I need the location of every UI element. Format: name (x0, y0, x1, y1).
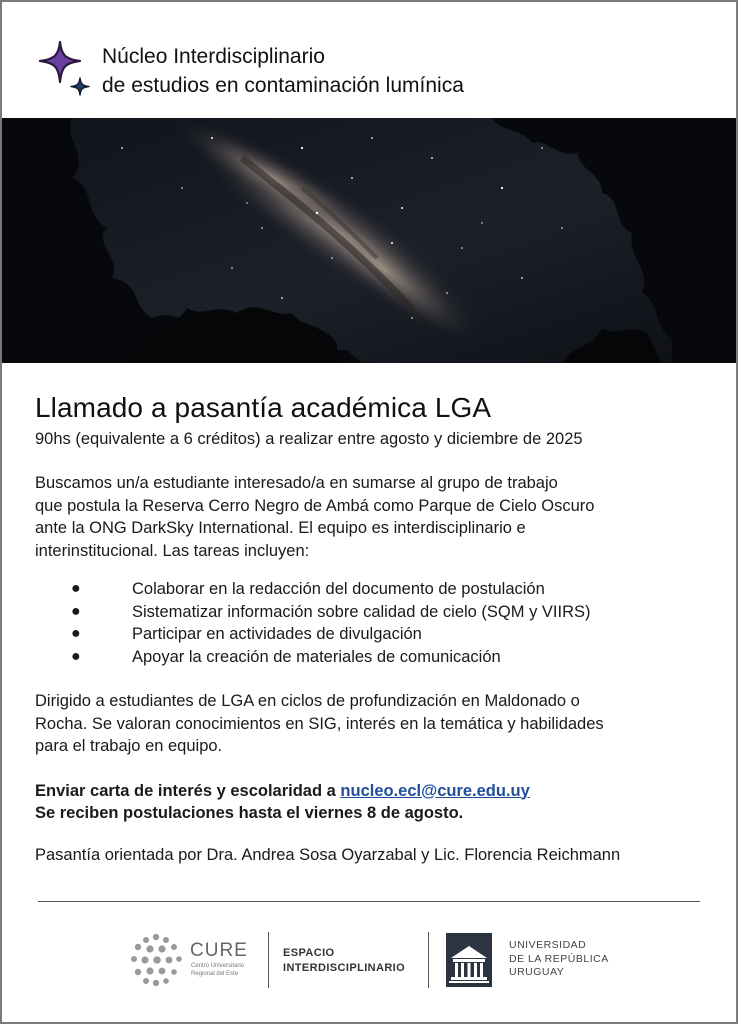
subtitle: 90hs (equivalente a 6 créditos) a realizar entre agosto y diciembre de 2025 (35, 430, 583, 448)
email-link[interactable]: nucleo.ecl@cure.edu.uy (340, 781, 530, 800)
logo-separator (268, 932, 269, 988)
logo-separator (428, 932, 429, 988)
audience-line: Rocha. Se valoran conocimientos en SIG, interés en la temática y habilidades (35, 714, 604, 733)
footer-divider (38, 901, 700, 902)
udelar-line: URUGUAY (509, 966, 565, 978)
main-content (35, 390, 715, 866)
intro-paragraph (35, 472, 715, 562)
udelar-emblem-icon (445, 932, 493, 988)
cure-logo-icon (128, 932, 184, 988)
org-title (102, 42, 464, 100)
cta-line (35, 780, 715, 803)
list-item (35, 578, 715, 601)
list-item (35, 646, 715, 669)
espacio-line: INTERDISCIPLINARIO (283, 962, 406, 974)
udelar-line: UNIVERSIDAD (509, 939, 587, 951)
intro-line: que postula la Reserva Cerro Negro de Ambá como Parque de Cielo Oscuro (35, 496, 595, 515)
task-list (35, 578, 715, 668)
deadline: Se reciben postulaciones hasta el viernes 8 de agosto. (35, 804, 464, 822)
org-title-line2: de estudios en contaminación lumínica (102, 74, 464, 97)
cure-subtitle-line: Centro Universitario (191, 963, 245, 969)
audience-line: para el trabajo en equipo. (35, 737, 223, 755)
udelar-name (509, 939, 609, 980)
page-title: Llamado a pasantía académica LGA (35, 392, 492, 423)
list-item (35, 623, 715, 646)
footer (2, 920, 736, 1000)
advisors-line: Pasantía orientada por Dra. Andrea Sosa Oyarzabal y Lic. Florencia Reichmann (35, 845, 621, 864)
org-title-line1: Núcleo Interdisciplinario (102, 45, 325, 68)
bullet-icon: ● (71, 647, 81, 665)
intro-line: interinstitucional. Las tareas incluyen: (35, 541, 310, 560)
udelar-line: DE LA REPÚBLICA (509, 952, 609, 965)
audience-paragraph (35, 690, 715, 758)
sparkles-icon (34, 38, 98, 102)
bullet-icon: ● (71, 602, 81, 620)
intro-line: Buscamos un/a estudiante interesado/a en sumarse al grupo de trabajo (35, 474, 558, 492)
cure-name: CURE (190, 940, 248, 961)
call-to-action (35, 780, 715, 825)
task-text: Sistematizar información sobre calidad de cielo (SQM y VIIRS) (132, 602, 591, 621)
cure-subtitle (191, 962, 271, 978)
task-text: Participar en actividades de divulgación (132, 625, 422, 643)
list-item (35, 601, 715, 624)
milky-way-photo (2, 118, 736, 363)
task-text: Apoyar la creación de materiales de comunicación (132, 647, 501, 666)
espacio-logo (283, 946, 405, 976)
header (32, 32, 672, 112)
bullet-icon: ● (71, 625, 81, 642)
task-text: Colaborar en la redacción del documento de postulación (132, 580, 545, 598)
audience-line: Dirigido a estudiantes de LGA en ciclos de profundización en Maldonado o (35, 692, 580, 710)
bullet-icon: ● (71, 580, 81, 597)
espacio-line: ESPACIO (283, 947, 335, 959)
cta-prefix: Enviar carta de interés y escolaridad a (35, 781, 341, 800)
cure-subtitle-line: Regional del Este (191, 971, 239, 977)
intro-line: ante la ONG DarkSky International. El equipo es interdisciplinario e (35, 519, 526, 537)
